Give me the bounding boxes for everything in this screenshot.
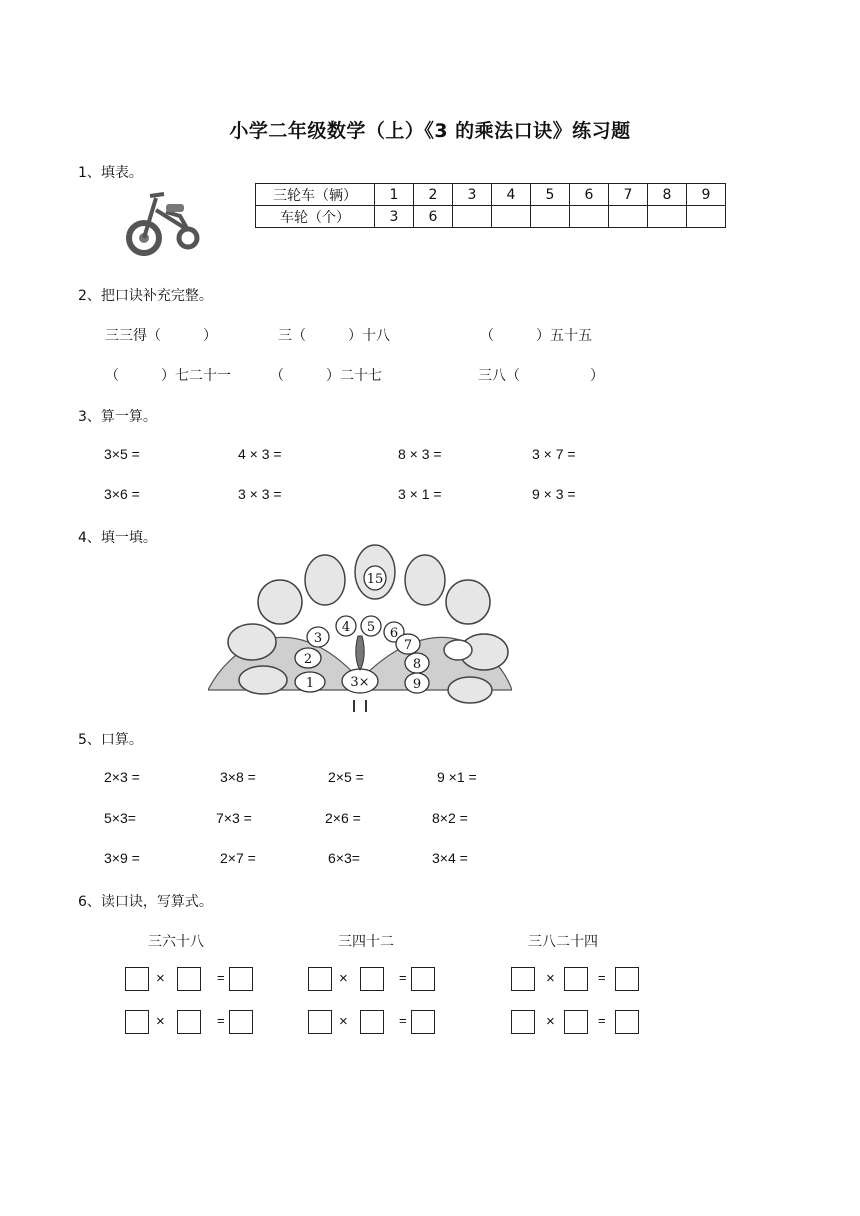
peacock-illustration xyxy=(208,540,512,716)
q6-phrase: 三六十八 xyxy=(148,934,204,950)
times-sign: × xyxy=(339,1013,348,1030)
q3-heading: 3、算一算。 xyxy=(78,409,157,425)
table-cell: 6 xyxy=(414,206,453,228)
answer-cell[interactable] xyxy=(687,206,726,228)
times-sign: × xyxy=(156,970,165,987)
answer-cell[interactable] xyxy=(531,206,570,228)
q2-heading: 2、把口诀补充完整。 xyxy=(78,288,213,304)
feather-number: 6 xyxy=(389,626,399,641)
table-cell: 7 xyxy=(609,184,648,206)
feather-number: 3 xyxy=(313,631,323,646)
q5-equation: 9 ×1 = xyxy=(437,769,477,785)
q5-equation: 2×5 = xyxy=(328,769,364,785)
equals-sign: = xyxy=(399,1013,407,1028)
answer-box[interactable] xyxy=(360,1010,384,1034)
feather-number: 1 xyxy=(305,676,315,691)
q5-equation: 2×6 = xyxy=(325,810,361,826)
answer-box[interactable] xyxy=(229,967,253,991)
answer-box[interactable] xyxy=(511,1010,535,1034)
answer-box[interactable] xyxy=(308,1010,332,1034)
table-cell: 3 xyxy=(375,206,414,228)
q3-equation: 3×6 = xyxy=(104,486,140,502)
q5-equation: 3×4 = xyxy=(432,850,468,866)
q2-item: 三三得（ ） xyxy=(105,328,217,344)
q6-phrase: 三四十二 xyxy=(338,934,394,950)
q2-item: （ ）五十五 xyxy=(480,328,592,344)
q5-equation: 8×2 = xyxy=(432,810,468,826)
answer-box[interactable] xyxy=(564,1010,588,1034)
q5-equation: 3×8 = xyxy=(220,769,256,785)
answer-box[interactable] xyxy=(125,967,149,991)
answer-cell[interactable] xyxy=(648,206,687,228)
equals-sign: = xyxy=(217,970,225,985)
answer-box[interactable] xyxy=(511,967,535,991)
q5-equation: 5×3= xyxy=(104,810,136,826)
equals-sign: = xyxy=(598,970,606,985)
q3-equation: 3 × 7 = xyxy=(532,446,576,462)
table-cell: 1 xyxy=(375,184,414,206)
q3-equation: 3×5 = xyxy=(104,446,140,462)
feather-number: 8 xyxy=(412,657,422,672)
tricycle-icon xyxy=(126,190,200,258)
q2-item: 三（ ）十八 xyxy=(278,328,390,344)
answer-box[interactable] xyxy=(411,1010,435,1034)
feather-number: 7 xyxy=(403,638,413,653)
times-sign: × xyxy=(546,970,555,987)
feather-number: 15 xyxy=(366,572,384,587)
table-cell: 5 xyxy=(531,184,570,206)
peacock-body-label: 3× xyxy=(350,675,370,690)
q6-heading: 6、读口诀，写算式。 xyxy=(78,894,213,910)
times-sign: × xyxy=(156,1013,165,1030)
feather-number: 9 xyxy=(412,677,422,692)
answer-cell[interactable] xyxy=(453,206,492,228)
q3-equation: 9 × 3 = xyxy=(532,486,576,502)
answer-box[interactable] xyxy=(411,967,435,991)
q5-equation: 3×9 = xyxy=(104,850,140,866)
table-cell: 8 xyxy=(648,184,687,206)
q5-equation: 6×3= xyxy=(328,850,360,866)
table-cell: 6 xyxy=(570,184,609,206)
answer-box[interactable] xyxy=(615,1010,639,1034)
table-cell: 9 xyxy=(687,184,726,206)
table-cell: 车轮（个） xyxy=(256,206,375,228)
answer-box[interactable] xyxy=(177,967,201,991)
q6-phrase: 三八二十四 xyxy=(528,934,598,950)
table-cell: 3 xyxy=(453,184,492,206)
q3-equation: 3 × 1 = xyxy=(398,486,442,502)
page-title: 小学二年级数学（上）《3 的乘法口诀》练习题 xyxy=(229,120,631,142)
answer-box[interactable] xyxy=(564,967,588,991)
answer-box[interactable] xyxy=(125,1010,149,1034)
table-cell: 4 xyxy=(492,184,531,206)
q2-item: （ ）七二十一 xyxy=(105,368,231,384)
equals-sign: = xyxy=(217,1013,225,1028)
answer-box[interactable] xyxy=(229,1010,253,1034)
answer-cell[interactable] xyxy=(609,206,648,228)
q3-equation: 3 × 3 = xyxy=(238,486,282,502)
q1-heading: 1、填表。 xyxy=(78,165,143,181)
answer-box[interactable] xyxy=(308,967,332,991)
q5-equation: 2×7 = xyxy=(220,850,256,866)
equals-sign: = xyxy=(598,1013,606,1028)
q2-item: 三八（ ） xyxy=(478,368,604,384)
q2-item: （ ）二十七 xyxy=(270,368,382,384)
table-row xyxy=(256,184,726,206)
tricycle-table xyxy=(255,183,726,228)
table-cell: 2 xyxy=(414,184,453,206)
answer-box[interactable] xyxy=(177,1010,201,1034)
table-row xyxy=(256,206,726,228)
q5-heading: 5、口算。 xyxy=(78,732,143,748)
q5-equation: 7×3 = xyxy=(216,810,252,826)
equals-sign: = xyxy=(399,970,407,985)
times-sign: × xyxy=(339,970,348,987)
q4-heading: 4、填一填。 xyxy=(78,530,157,546)
table-cell: 三轮车（辆） xyxy=(256,184,375,206)
answer-cell[interactable] xyxy=(570,206,609,228)
q5-equation: 2×3 = xyxy=(104,769,140,785)
feather-number: 2 xyxy=(303,652,313,667)
feather-number: 4 xyxy=(341,620,351,635)
answer-box[interactable] xyxy=(360,967,384,991)
answer-box[interactable] xyxy=(615,967,639,991)
feather-number: 5 xyxy=(366,620,376,635)
q3-equation: 8 × 3 = xyxy=(398,446,442,462)
q3-equation: 4 × 3 = xyxy=(238,446,282,462)
answer-cell[interactable] xyxy=(492,206,531,228)
times-sign: × xyxy=(546,1013,555,1030)
